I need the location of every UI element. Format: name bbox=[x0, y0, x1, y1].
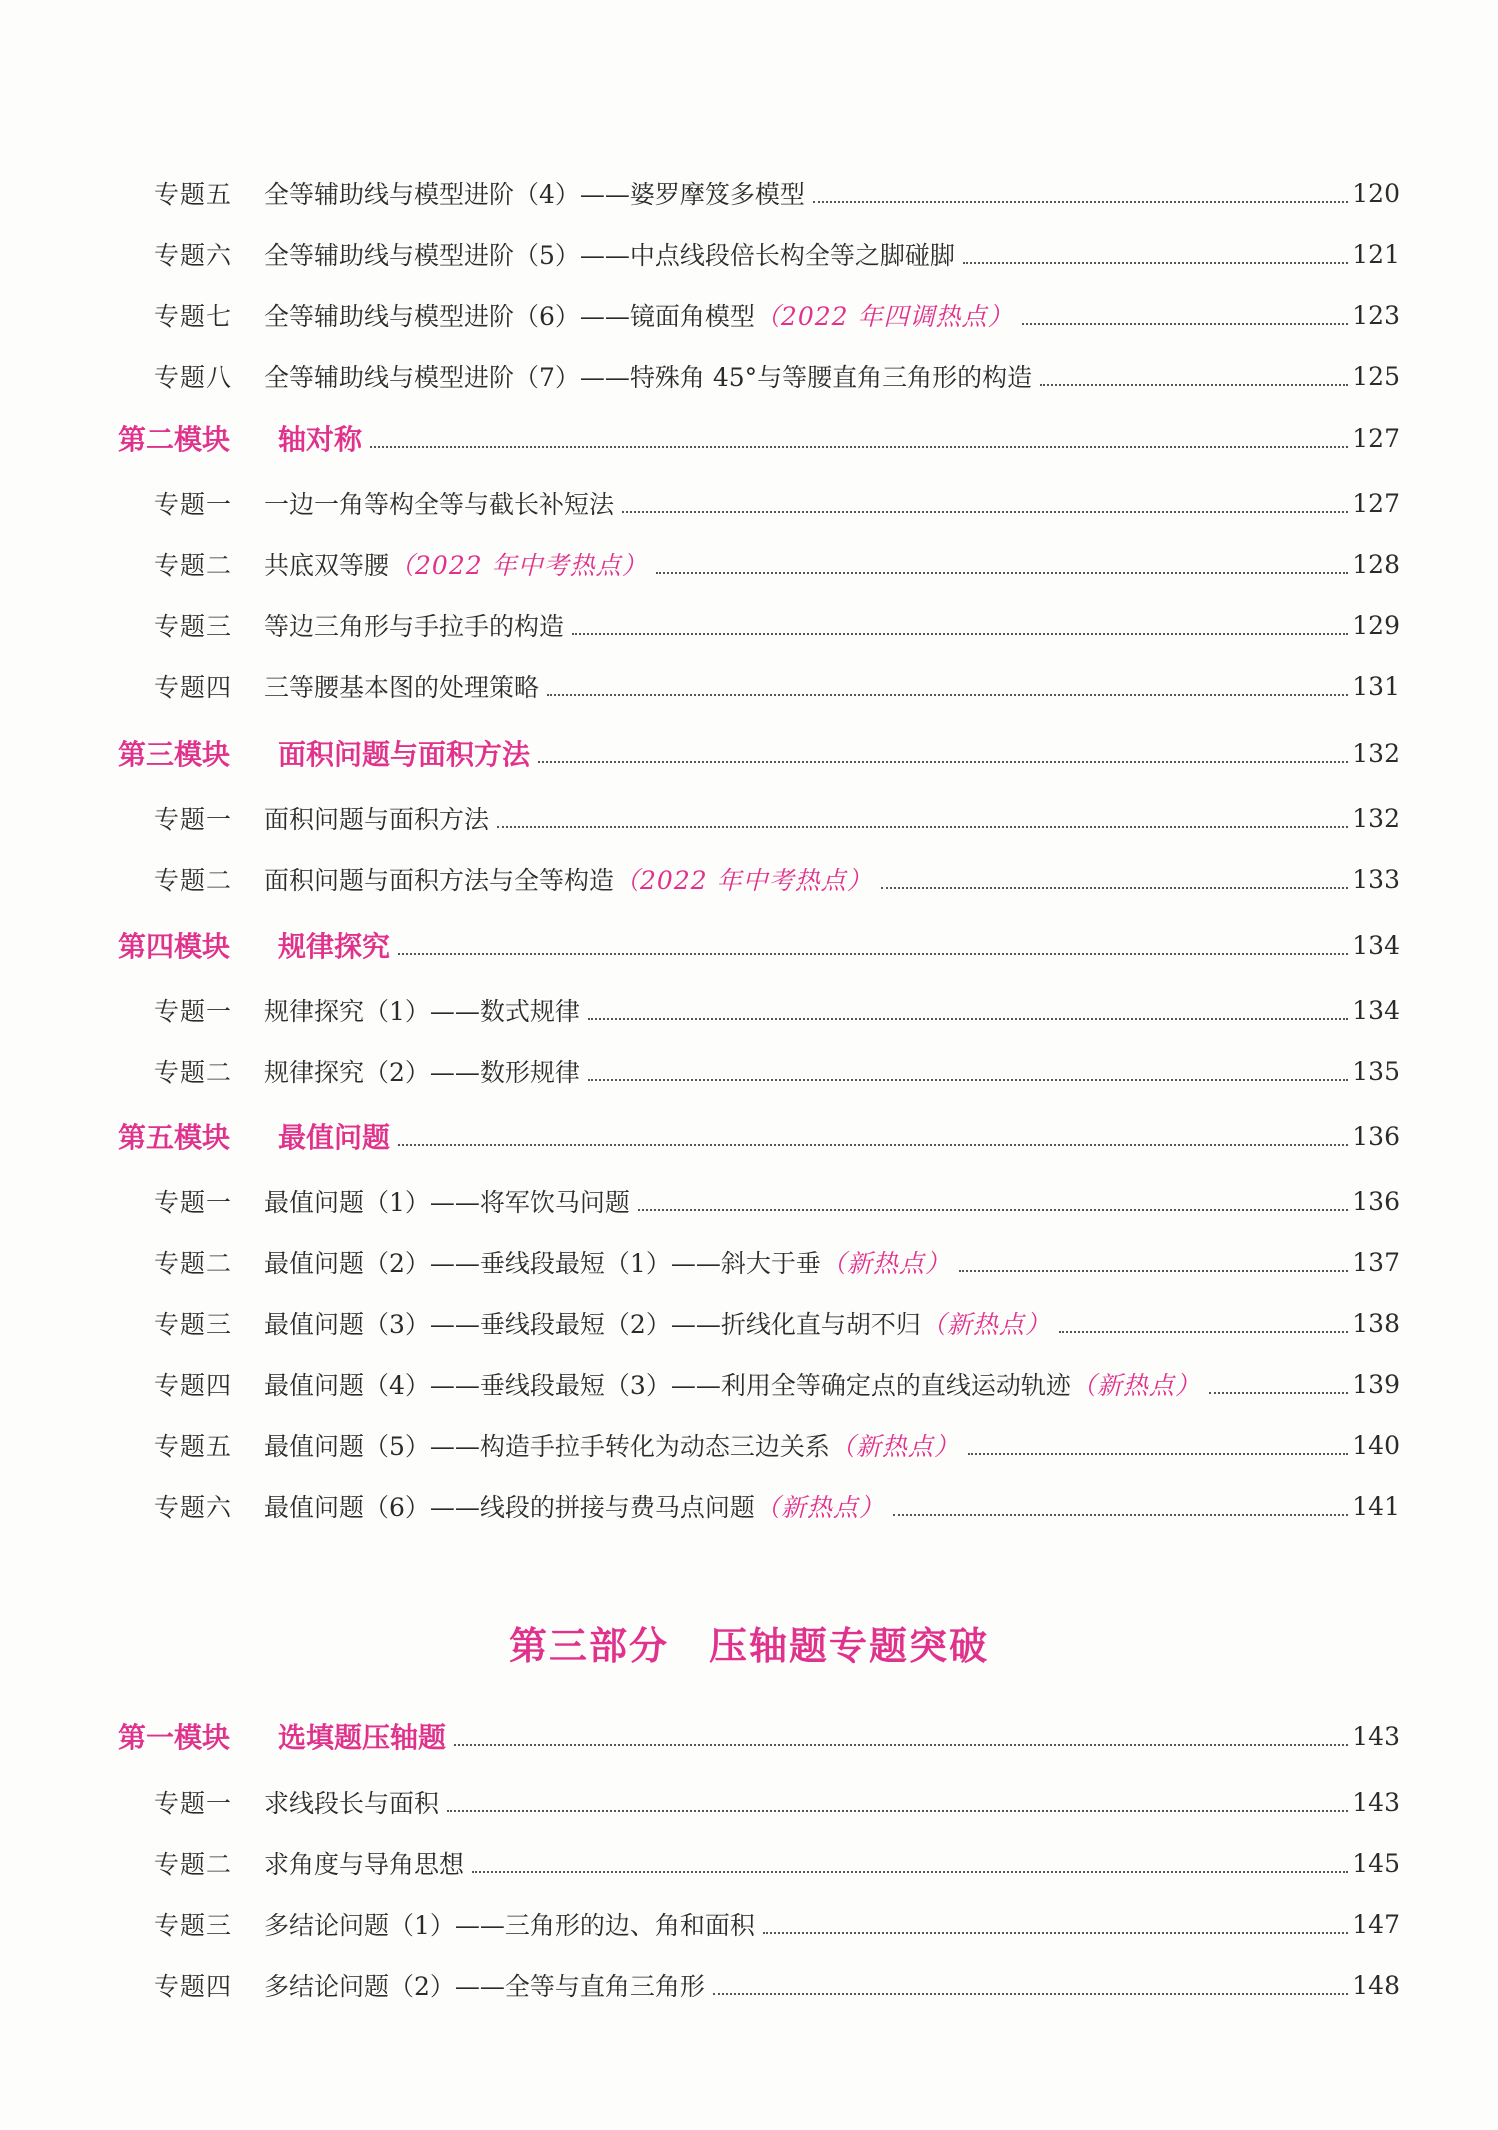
page-number: 145 bbox=[1352, 1848, 1400, 1878]
hot-tag: （2022 年四调热点） bbox=[754, 302, 1014, 331]
entry-title: 共底双等腰 bbox=[264, 551, 390, 580]
page-number: 143 bbox=[1352, 1721, 1400, 1751]
page-number: 123 bbox=[1352, 300, 1400, 330]
toc-topic-row bbox=[118, 1488, 1400, 1524]
page-number: 127 bbox=[1352, 488, 1400, 518]
toc-topic-row bbox=[118, 546, 1400, 582]
entry-title: 选填题压轴题 bbox=[278, 1721, 447, 1754]
toc-module-row bbox=[118, 1718, 1400, 1754]
hot-tag: （新热点） bbox=[1070, 1371, 1201, 1400]
entry-title: 最值问题（4）——垂线段最短（3）——利用全等确定点的直线运动轨迹 bbox=[264, 1371, 1071, 1400]
entry-title: 最值问题（3）——垂线段最短（2）——折线化直与胡不归 bbox=[264, 1310, 921, 1339]
toc-topic-row bbox=[118, 1906, 1400, 1942]
entry-title: 全等辅助线与模型进阶（4）——婆罗摩笈多模型 bbox=[264, 180, 805, 209]
entry-label: 专题六 bbox=[154, 241, 233, 270]
entry-label: 专题二 bbox=[154, 1850, 233, 1879]
entry-label: 专题一 bbox=[154, 805, 233, 834]
page-number: 127 bbox=[1352, 423, 1400, 453]
page-number: 132 bbox=[1352, 738, 1400, 768]
dot-leader bbox=[497, 826, 1348, 828]
entry-title: 最值问题（1）——将军饮马问题 bbox=[264, 1188, 630, 1217]
dot-leader bbox=[398, 953, 1348, 955]
entry-title: 面积问题与面积方法与全等构造 bbox=[264, 866, 615, 895]
entry-title: 规律探究（2）——数形规律 bbox=[264, 1058, 580, 1087]
entry-label: 第二模块 bbox=[118, 423, 231, 456]
toc-topic-row bbox=[118, 861, 1400, 897]
entry-title: 规律探究（1）——数式规律 bbox=[264, 997, 580, 1026]
entry-title: 最值问题 bbox=[278, 1121, 391, 1154]
page-number: 132 bbox=[1352, 803, 1400, 833]
dot-leader bbox=[813, 201, 1348, 203]
entry-title: 轴对称 bbox=[278, 423, 363, 456]
dot-leader bbox=[1209, 1392, 1348, 1394]
hot-tag: （新热点） bbox=[820, 1249, 951, 1278]
dot-leader bbox=[881, 887, 1349, 889]
toc-topic-row bbox=[118, 297, 1400, 333]
page-number: 143 bbox=[1352, 1787, 1400, 1817]
part-heading bbox=[0, 1615, 1498, 1675]
toc-topic-row bbox=[118, 1967, 1400, 2003]
page-number: 121 bbox=[1352, 239, 1400, 269]
page-number: 137 bbox=[1352, 1247, 1400, 1277]
entry-label: 专题四 bbox=[154, 1371, 233, 1400]
toc-topic-row bbox=[118, 1053, 1400, 1089]
entry-title: 求角度与导角思想 bbox=[264, 1850, 465, 1879]
entry-label: 专题四 bbox=[154, 1972, 233, 2001]
dot-leader bbox=[538, 761, 1348, 763]
dot-leader bbox=[370, 446, 1348, 448]
toc-topic-row bbox=[118, 1244, 1400, 1280]
page-number: 134 bbox=[1352, 995, 1400, 1025]
dot-leader bbox=[656, 572, 1349, 574]
entry-label: 专题七 bbox=[154, 302, 233, 331]
dot-leader bbox=[588, 1018, 1348, 1020]
toc-topic-row bbox=[118, 485, 1400, 521]
dot-leader bbox=[588, 1079, 1348, 1081]
toc-topic-row bbox=[118, 1845, 1400, 1881]
entry-title: 一边一角等构全等与截长补短法 bbox=[264, 490, 615, 519]
page-number: 141 bbox=[1352, 1491, 1400, 1521]
entry-title: 多结论问题（1）——三角形的边、角和面积 bbox=[264, 1911, 755, 1940]
entry-title: 最值问题（2）——垂线段最短（1）——斜大于垂 bbox=[264, 1249, 821, 1278]
entry-label: 专题一 bbox=[154, 1789, 233, 1818]
page-number: 120 bbox=[1352, 178, 1400, 208]
page-number: 147 bbox=[1352, 1909, 1400, 1939]
page-number: 125 bbox=[1352, 361, 1400, 391]
entry-label: 专题一 bbox=[154, 490, 233, 519]
page-number: 131 bbox=[1352, 671, 1400, 701]
dot-leader bbox=[638, 1209, 1348, 1211]
toc-module-row bbox=[118, 735, 1400, 771]
entry-title: 多结论问题（2）——全等与直角三角形 bbox=[264, 1972, 705, 2001]
entry-label: 专题三 bbox=[154, 1310, 233, 1339]
entry-label: 专题二 bbox=[154, 1249, 233, 1278]
entry-title: 全等辅助线与模型进阶（6）——镜面角模型 bbox=[264, 302, 755, 331]
hot-tag: （2022 年中考热点） bbox=[389, 551, 648, 580]
entry-title: 全等辅助线与模型进阶（5）——中点线段倍长构全等之脚碰脚 bbox=[264, 241, 955, 270]
hot-tag: （新热点） bbox=[754, 1493, 885, 1522]
part-title: 压轴题专题突破 bbox=[709, 1623, 990, 1668]
toc-topic-row bbox=[118, 1427, 1400, 1463]
page-number: 133 bbox=[1352, 864, 1400, 894]
dot-leader bbox=[713, 1993, 1348, 1995]
entry-label: 第四模块 bbox=[118, 930, 231, 963]
entry-label: 专题三 bbox=[154, 1911, 233, 1940]
entry-label: 专题五 bbox=[154, 1432, 233, 1461]
dot-leader bbox=[398, 1144, 1348, 1146]
toc-topic-row bbox=[118, 175, 1400, 211]
page-number: 135 bbox=[1352, 1056, 1400, 1086]
hot-tag: （2022 年中考热点） bbox=[614, 866, 873, 895]
dot-leader bbox=[472, 1871, 1348, 1873]
dot-leader bbox=[572, 633, 1348, 635]
entry-label: 专题一 bbox=[154, 997, 233, 1026]
entry-label: 专题四 bbox=[154, 673, 233, 702]
page-number: 139 bbox=[1352, 1369, 1400, 1399]
dot-leader bbox=[963, 262, 1348, 264]
entry-title: 最值问题（6）——线段的拼接与费马点问题 bbox=[264, 1493, 755, 1522]
dot-leader bbox=[454, 1744, 1348, 1746]
page-number: 134 bbox=[1352, 930, 1400, 960]
entry-label: 专题二 bbox=[154, 866, 233, 895]
entry-label: 第五模块 bbox=[118, 1121, 231, 1154]
toc-topic-row bbox=[118, 992, 1400, 1028]
dot-leader bbox=[547, 694, 1348, 696]
entry-title: 全等辅助线与模型进阶（7）——特殊角 45°与等腰直角三角形的构造 bbox=[264, 363, 1033, 392]
entry-title: 面积问题与面积方法 bbox=[278, 738, 531, 771]
entry-title: 面积问题与面积方法 bbox=[264, 805, 490, 834]
entry-title: 规律探究 bbox=[278, 930, 391, 963]
toc-topic-row bbox=[118, 1183, 1400, 1219]
page-number: 136 bbox=[1352, 1186, 1400, 1216]
page-number: 129 bbox=[1352, 610, 1400, 640]
dot-leader bbox=[1040, 384, 1348, 386]
toc-topic-row bbox=[118, 236, 1400, 272]
dot-leader bbox=[1022, 323, 1349, 325]
entry-title: 三等腰基本图的处理策略 bbox=[264, 673, 540, 702]
toc-topic-row bbox=[118, 1366, 1400, 1402]
dot-leader bbox=[893, 1514, 1348, 1516]
toc-topic-row bbox=[118, 358, 1400, 394]
page-number: 148 bbox=[1352, 1970, 1400, 2000]
entry-title: 求线段长与面积 bbox=[264, 1789, 440, 1818]
toc-module-row bbox=[118, 1118, 1400, 1154]
entry-label: 专题一 bbox=[154, 1188, 233, 1217]
part-label: 第三部分 bbox=[508, 1623, 669, 1668]
entry-label: 第三模块 bbox=[118, 738, 231, 771]
entry-label: 专题五 bbox=[154, 180, 233, 209]
page-number: 138 bbox=[1352, 1308, 1400, 1338]
hot-tag: （新热点） bbox=[920, 1310, 1051, 1339]
dot-leader bbox=[622, 511, 1348, 513]
toc-topic-row bbox=[118, 1305, 1400, 1341]
dot-leader bbox=[959, 1270, 1348, 1272]
toc-topic-row bbox=[118, 607, 1400, 643]
dot-leader bbox=[447, 1810, 1348, 1812]
entry-label: 专题六 bbox=[154, 1493, 233, 1522]
page-number: 128 bbox=[1352, 549, 1400, 579]
toc-topic-row bbox=[118, 668, 1400, 704]
toc-topic-row bbox=[118, 800, 1400, 836]
entry-label: 专题八 bbox=[154, 363, 233, 392]
entry-label: 专题三 bbox=[154, 612, 233, 641]
hot-tag: （新热点） bbox=[829, 1432, 960, 1461]
page-number: 140 bbox=[1352, 1430, 1400, 1460]
entry-label: 第一模块 bbox=[118, 1721, 231, 1754]
dot-leader bbox=[1059, 1331, 1348, 1333]
entry-label: 专题二 bbox=[154, 551, 233, 580]
toc-topic-row bbox=[118, 1784, 1400, 1820]
dot-leader bbox=[968, 1453, 1348, 1455]
dot-leader bbox=[763, 1932, 1348, 1934]
entry-title: 等边三角形与手拉手的构造 bbox=[264, 612, 565, 641]
toc-module-row bbox=[118, 420, 1400, 456]
page-number: 136 bbox=[1352, 1121, 1400, 1151]
entry-title: 最值问题（5）——构造手拉手转化为动态三边关系 bbox=[264, 1432, 830, 1461]
entry-label: 专题二 bbox=[154, 1058, 233, 1087]
toc-module-row bbox=[118, 927, 1400, 963]
